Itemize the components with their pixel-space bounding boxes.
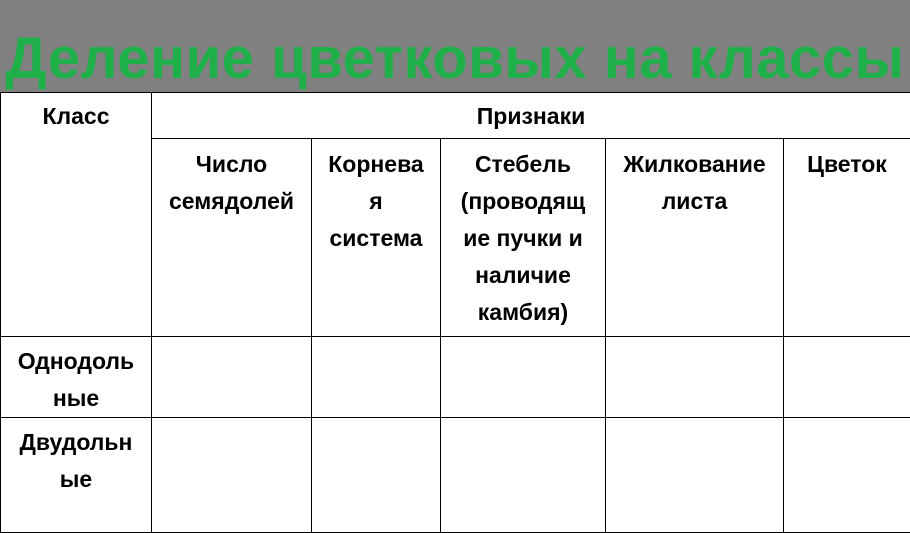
signs-header: Признаки [152, 93, 910, 139]
table-cell-empty [441, 418, 606, 533]
table-cell-empty [606, 337, 784, 418]
classes-table [0, 92, 910, 533]
table-cell-empty [312, 418, 441, 533]
column-header-flower: Цветок [784, 139, 910, 337]
column-header-cotyledons: Число семядолей [152, 139, 312, 337]
column-header-root-system: Корнева я система [312, 139, 441, 337]
slide-title: Деление цветковых на классы [0, 24, 910, 94]
table-cell-empty [152, 418, 312, 533]
table-cell-empty [784, 337, 910, 418]
table-cell-empty [441, 337, 606, 418]
table-cell-empty [312, 337, 441, 418]
table-cell-empty [606, 418, 784, 533]
column-header-stem: Стебель (проводящ ие пучки и наличие камбия) [441, 139, 606, 337]
row-header-monocots: Однодоль ные [1, 337, 152, 418]
table-cell-empty [784, 418, 910, 533]
row-header-dicots: Двудольн ые [1, 418, 152, 533]
column-header-leaf-venation: Жилкование листа [606, 139, 784, 337]
class-header: Класс [1, 93, 152, 337]
table-cell-empty [152, 337, 312, 418]
